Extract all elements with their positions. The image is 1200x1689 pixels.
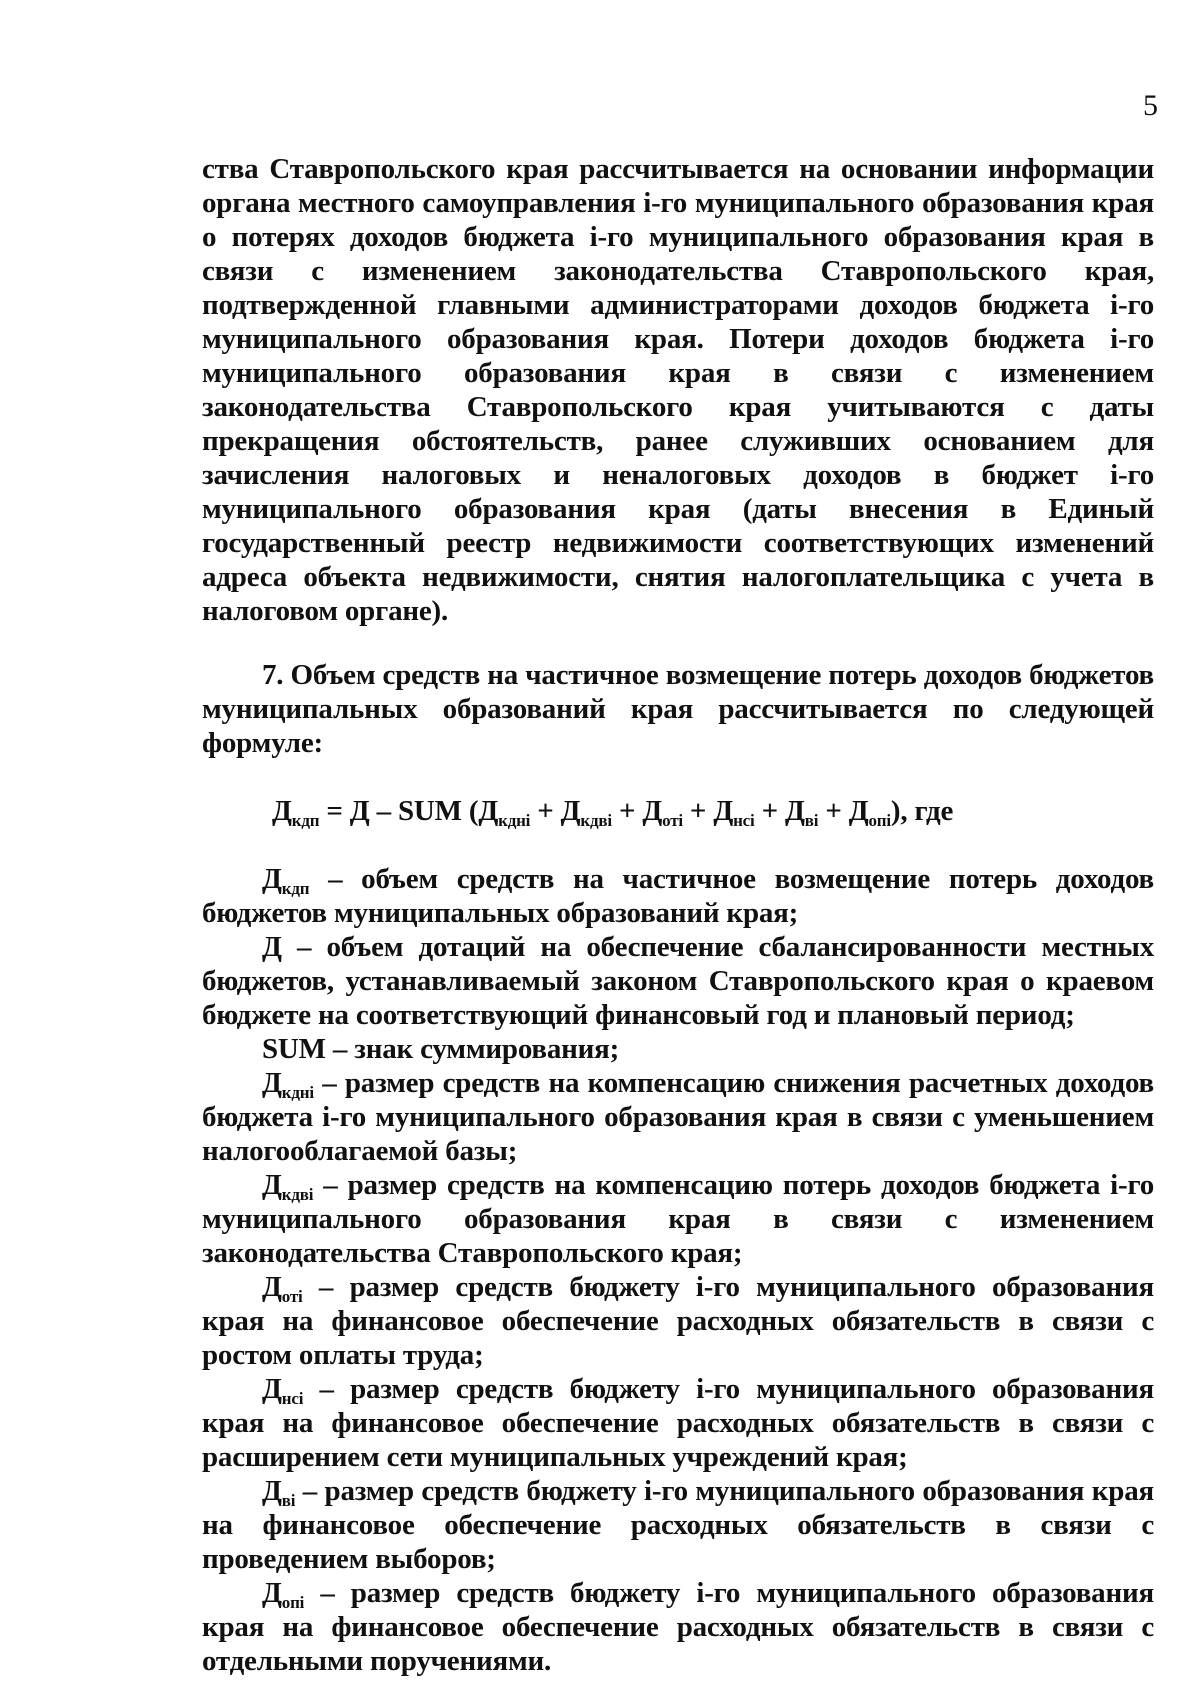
formula-d: Д	[349, 795, 370, 827]
formula: $Д_{кдп} = Д$ – SUM $(Д_{кдні} + Д_{кдві} + Д_{оті} + Д_{нсі} + Д_{ві} + Д_{опі})$, где	[272, 795, 954, 830]
formula-lhs: $Д_{кдп}$	[272, 795, 320, 830]
definition-dvi: $Д_{ві}$ – размер средств бюджету i-го муниципального образования края на финансовое обеспечение расходных обязательств в связи с проведением выборов;	[202, 1475, 1154, 1575]
formula-term-3: $Д_{оті}$	[642, 795, 683, 830]
definition-doti: $Д_{оті}$ – размер средств бюджету i-го муниципального образования края на финансовое обеспечение расходных обязательств в связи с ростом оплаты труда;	[202, 1271, 1154, 1371]
definition-dnsi: $Д_{нсі}$ – размер средств бюджету i-го муниципального образования края на финансовое обеспечение расходных обязательств в связи с расширением сети муниципальных учреждений края;	[202, 1373, 1154, 1473]
formula-term-6: $Д_{опі}$	[848, 795, 891, 830]
definition-d: Д – объем дотаций на обеспечение сбалансированности местных бюджетов, устанавливаемый законом Ставропольского края о краевом бюджете на соответствующий финансовый год и плановый период;	[202, 931, 1154, 1031]
definition-dkdni: $Д_{кдні}$ – размер средств на компенсацию снижения расчетных доходов бюджета i-го муниципального образования края в связи с уменьшением налогооблагаемой базы;	[202, 1067, 1154, 1167]
formula-term-2: $Д_{кдві}$	[560, 795, 612, 830]
continuation-paragraph: ства Ставропольского края рассчитывается на основании информации органа местного самоуправления i-го муниципального образования края о потерях доходов бюджета i-го муниципального образования края в связи с изменением законодательства Ставропольского края, подтвержденной главными администраторами доходов бюджета i-го муниципального образования края. Потери доходов бюджета i-го муниципального образования края в связи с изменением законодательства Ставропольского края учитываются с даты прекращения обстоятельств, ранее служивших основанием для зачисления налоговых и неналоговых доходов в бюджет i-го муниципального образования края (даты внесения в Единый государственный реестр недвижимости соответствующих изменений адреса объекта недвижимости, снятия налогоплательщика с учета в налоговом органе).	[202, 153, 1154, 627]
formula-term-4: $Д_{нсі}$	[713, 795, 755, 830]
definition-dopi: $Д_{опі}$ – размер средств бюджету i-го муниципального образования края на финансовое обеспечение расходных обязательств в связи с отдельными поручениями.	[202, 1577, 1154, 1677]
formula-term-5: $Д_{ві}$	[784, 795, 819, 830]
page-number: 5	[1143, 89, 1158, 122]
formula-term-1: $Д_{кдні}$	[478, 795, 531, 830]
definition-sum: SUM – знак суммирования;	[262, 1033, 620, 1065]
definition-dkdp: $Д_{кдп}$ – объем средств на частичное возмещение потерь доходов бюджетов муниципальных образований края;	[202, 863, 1154, 929]
definition-dkdvi: $Д_{кдві}$ – размер средств на компенсацию потерь доходов бюджета i-го муниципального образования края в связи с изменением законодательства Ставропольского края;	[202, 1169, 1154, 1269]
document-body	[202, 152, 1154, 1678]
item-7-paragraph: 7. Объем средств на частичное возмещение потерь доходов бюджетов муниципальных образований края рассчитывается по следующей формуле:	[202, 659, 1154, 759]
